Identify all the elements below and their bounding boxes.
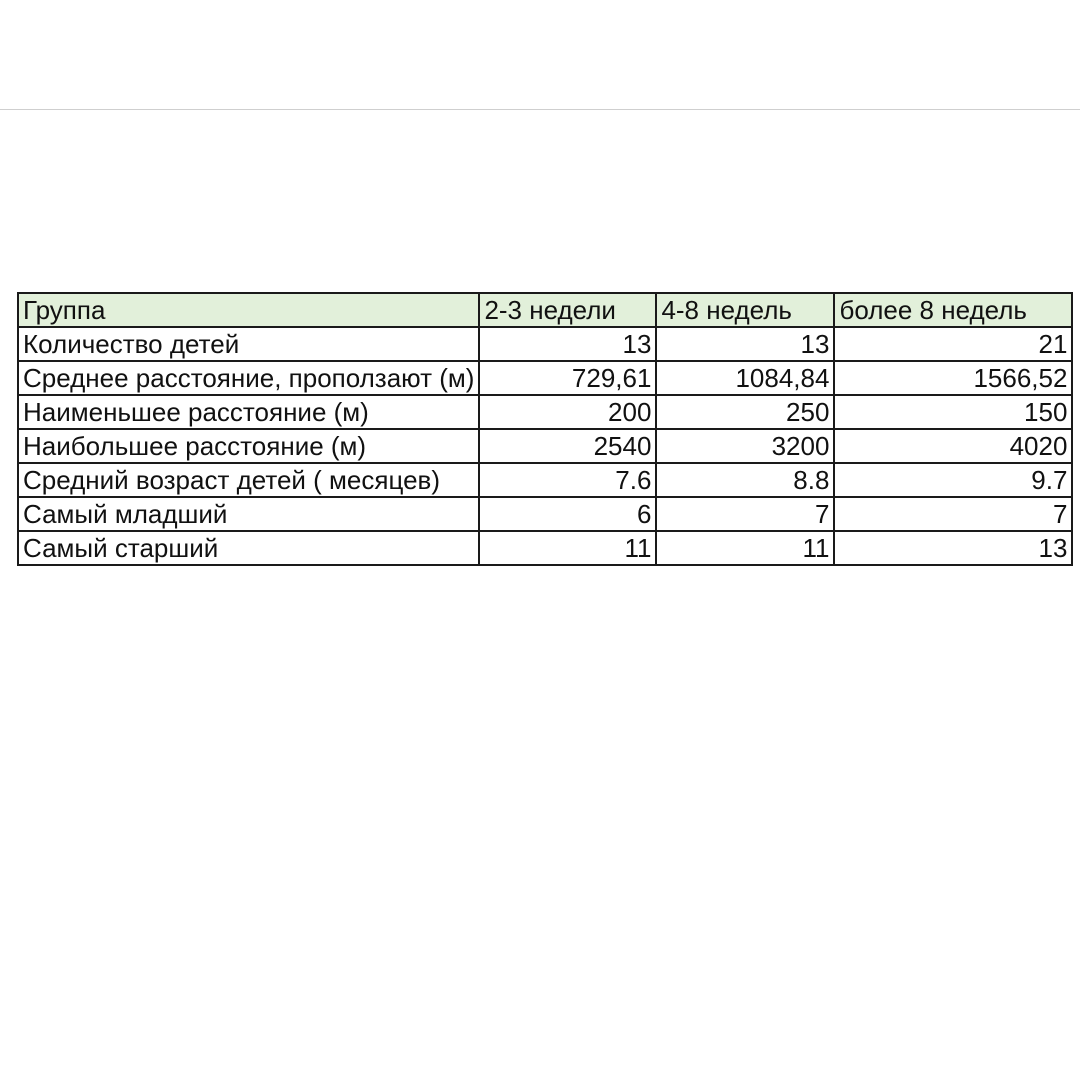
table-cell: 729,61 bbox=[479, 361, 656, 395]
header-cell-group: Группа bbox=[18, 293, 479, 327]
table-cell: 13 bbox=[479, 327, 656, 361]
table-cell: 7 bbox=[834, 497, 1072, 531]
table-cell: 4020 bbox=[834, 429, 1072, 463]
row-label: Наибольшее расстояние (м) bbox=[18, 429, 479, 463]
table-cell: 9.7 bbox=[834, 463, 1072, 497]
table-cell: 3200 bbox=[656, 429, 834, 463]
table-cell: 13 bbox=[834, 531, 1072, 565]
header-cell-2-3-weeks: 2-3 недели bbox=[479, 293, 656, 327]
top-divider bbox=[0, 109, 1080, 110]
table-cell: 7 bbox=[656, 497, 834, 531]
table-cell: 8.8 bbox=[656, 463, 834, 497]
table-row bbox=[18, 531, 1072, 565]
table-cell: 2540 bbox=[479, 429, 656, 463]
table-row bbox=[18, 497, 1072, 531]
table-cell: 21 bbox=[834, 327, 1072, 361]
table-cell: 13 bbox=[656, 327, 834, 361]
table-cell: 1566,52 bbox=[834, 361, 1072, 395]
table-cell: 6 bbox=[479, 497, 656, 531]
table-cell: 11 bbox=[656, 531, 834, 565]
header-cell-over-8-weeks: более 8 недель bbox=[834, 293, 1072, 327]
table-cell: 11 bbox=[479, 531, 656, 565]
table-row bbox=[18, 429, 1072, 463]
row-label: Самый младший bbox=[18, 497, 479, 531]
table-row bbox=[18, 327, 1072, 361]
table-row bbox=[18, 395, 1072, 429]
data-table bbox=[17, 292, 1073, 566]
row-label: Наименьшее расстояние (м) bbox=[18, 395, 479, 429]
table-cell: 1084,84 bbox=[656, 361, 834, 395]
table-cell: 7.6 bbox=[479, 463, 656, 497]
table-cell: 250 bbox=[656, 395, 834, 429]
row-label: Средний возраст детей ( месяцев) bbox=[18, 463, 479, 497]
table-cell: 150 bbox=[834, 395, 1072, 429]
table-cell: 200 bbox=[479, 395, 656, 429]
table-header-row bbox=[18, 293, 1072, 327]
header-cell-4-8-weeks: 4-8 недель bbox=[656, 293, 834, 327]
table-row bbox=[18, 361, 1072, 395]
table-row bbox=[18, 463, 1072, 497]
row-label: Количество детей bbox=[18, 327, 479, 361]
row-label: Самый старший bbox=[18, 531, 479, 565]
row-label: Среднее расстояние, проползают (м) bbox=[18, 361, 479, 395]
